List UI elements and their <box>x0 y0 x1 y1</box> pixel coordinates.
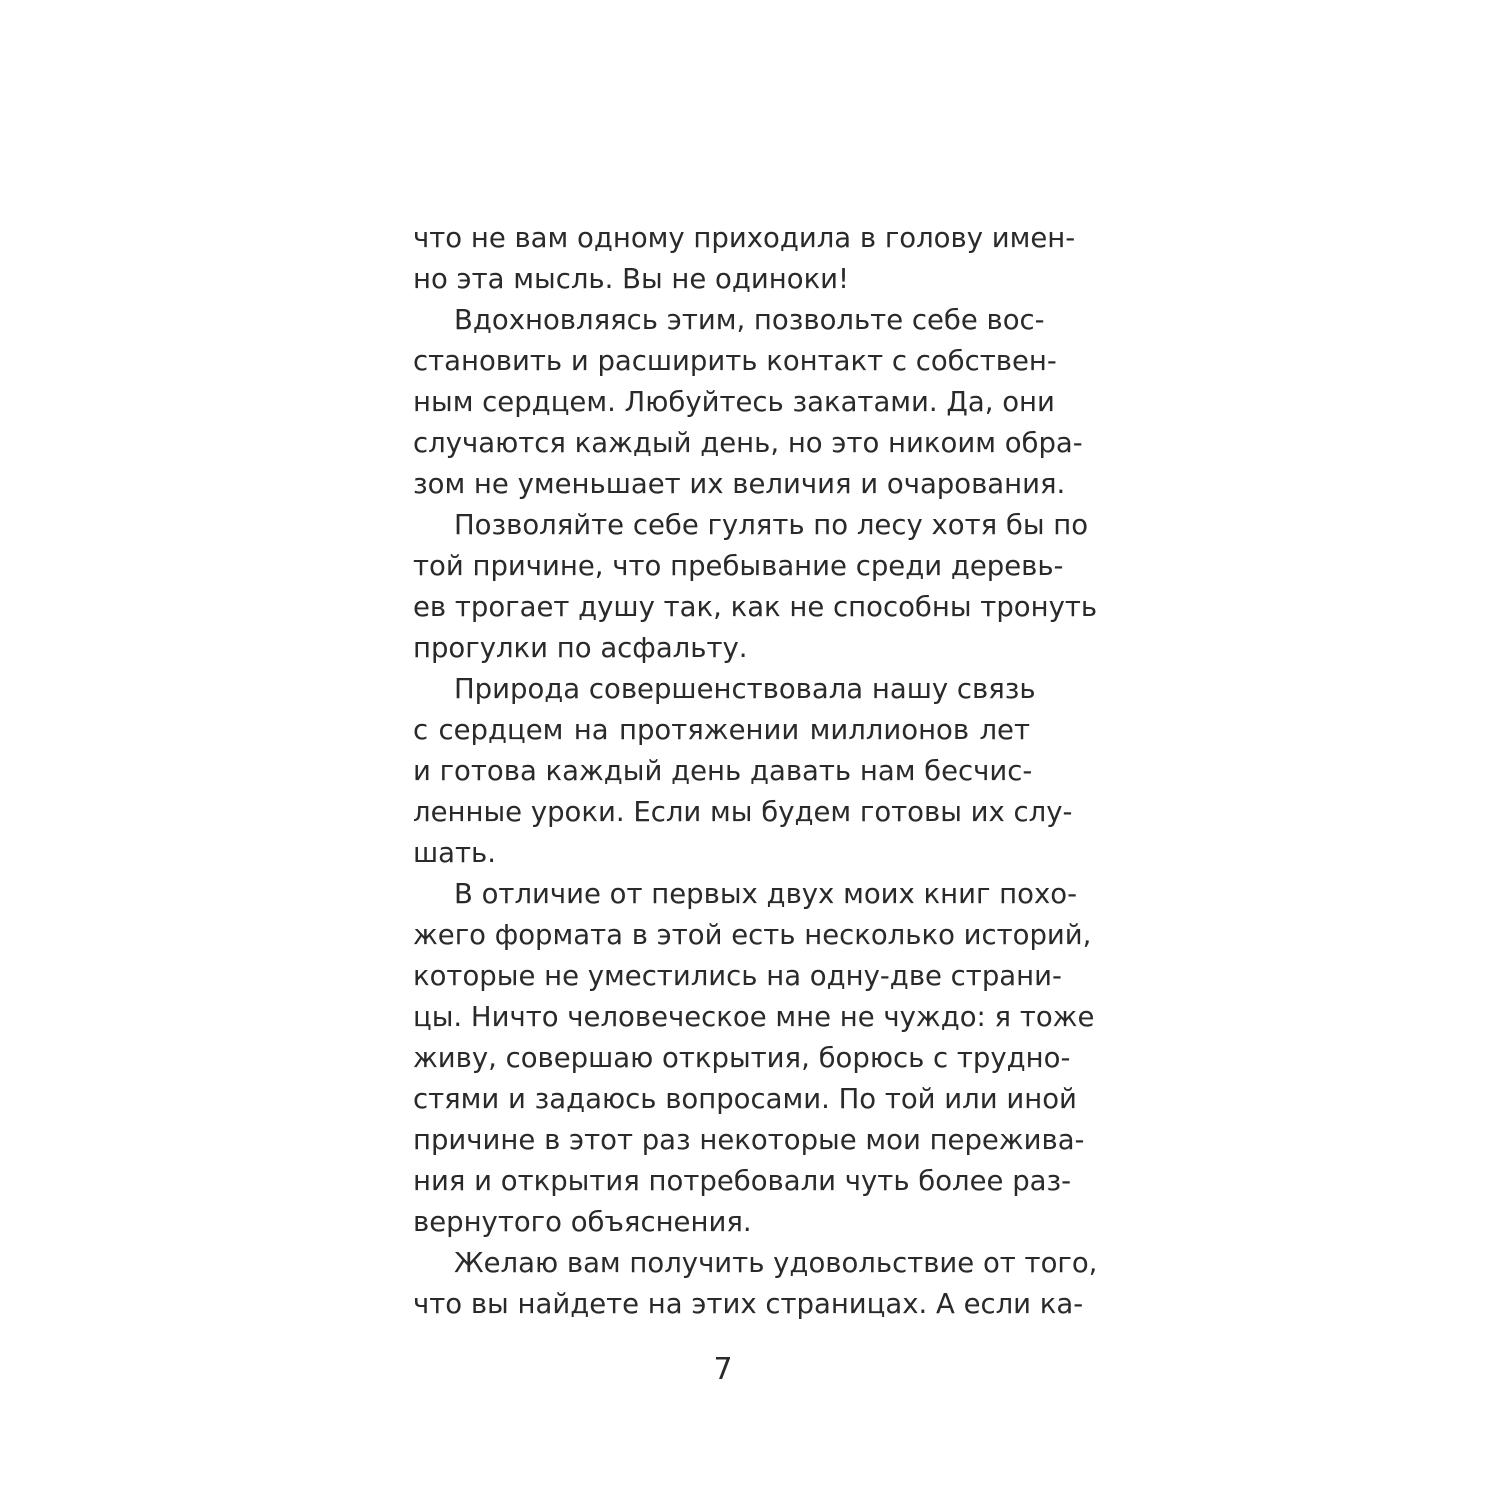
text-line: прогулки по асфальту. <box>413 632 748 664</box>
text-line: Желаю вам получить удовольствие от того, <box>454 1247 1098 1279</box>
text-line: цы. Ничто человеческое мне не чуждо: я тоже <box>413 1001 1095 1033</box>
text-line: причине в этот раз некоторые мои пережива- <box>413 1124 1085 1156</box>
text-line: что не вам одному приходила в голову имен- <box>413 222 1076 254</box>
text-line: Вдохновляясь этим, позвольте себе вос- <box>454 304 1045 336</box>
text-line: которые не уместились на одну-две страни- <box>413 960 1062 992</box>
text-line: ев трогает душу так, как не способны тронуть <box>413 591 1098 623</box>
text-line: той причине, что пребывание среди деревь- <box>413 550 1064 582</box>
text-line: вернутого объяснения. <box>413 1206 752 1238</box>
text-line: но эта мысль. Вы не одиноки! <box>413 263 850 295</box>
page-number: 7 <box>713 1352 733 1387</box>
text-line: шать. <box>413 837 496 869</box>
text-line: и готова каждый день давать нам бесчис- <box>413 755 1033 787</box>
text-line: зом не уменьшает их величия и очарования. <box>413 468 1066 500</box>
text-line: ленные уроки. Если мы будем готовы их слу- <box>413 796 1073 828</box>
text-line: что вы найдете на этих страницах. А если ка- <box>413 1288 1084 1320</box>
text-line: Природа совершенствовала нашу связь <box>454 673 1036 705</box>
text-line: с сердцем на протяжении миллионов лет <box>413 714 1030 746</box>
text-line: ния и открытия потребовали чуть более раз- <box>413 1165 1072 1197</box>
text-line: живу, совершаю открытия, борюсь с трудно- <box>413 1042 1071 1074</box>
text-line: Позволяйте себе гулять по лесу хотя бы по <box>454 509 1089 541</box>
text-line: В отличие от первых двух моих книг похо- <box>454 878 1078 910</box>
text-line: случаются каждый день, но это никоим обра- <box>413 427 1083 459</box>
text-line: жего формата в этой есть несколько историй, <box>413 919 1092 951</box>
text-line: становить и расширить контакт с собствен- <box>413 345 1057 377</box>
text-line: ным сердцем. Любуйтесь закатами. Да, они <box>413 386 1055 418</box>
text-line: стями и задаюсь вопросами. По той или иной <box>413 1083 1077 1115</box>
book-page <box>413 0 1098 1500</box>
